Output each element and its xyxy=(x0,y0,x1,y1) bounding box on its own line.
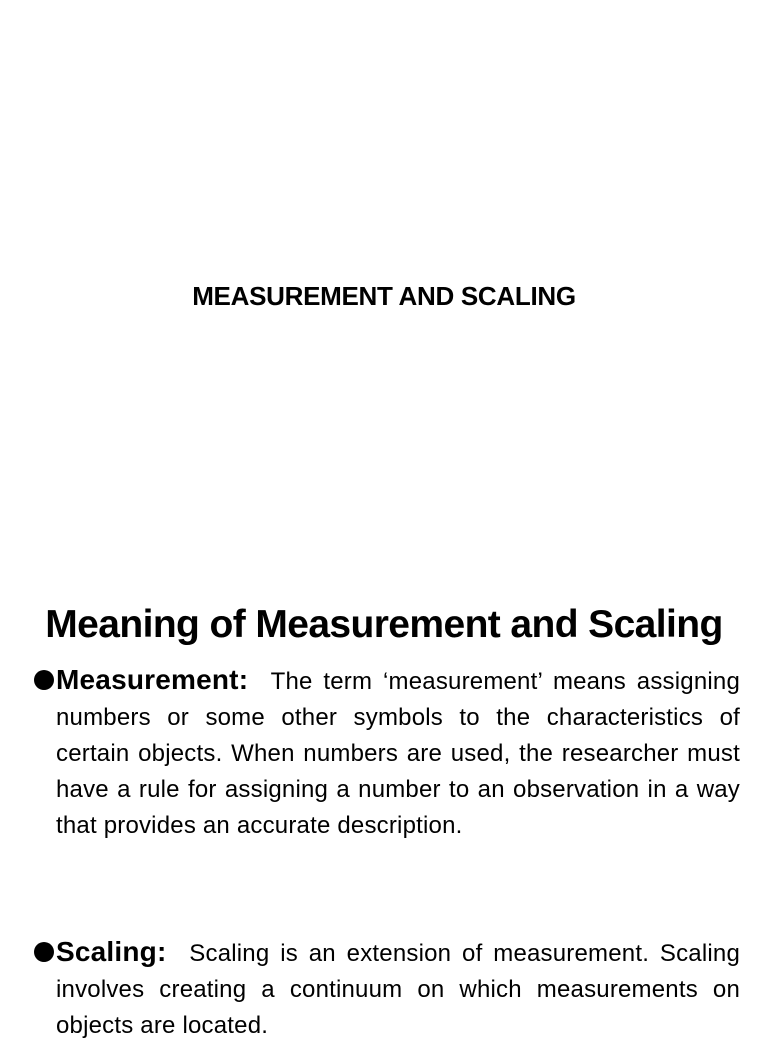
bullet-term: Scaling: xyxy=(56,936,179,967)
bullet-measurement xyxy=(56,662,740,844)
slide-title: MEASUREMENT AND SCALING xyxy=(192,281,576,311)
bullet-term: Measurement: xyxy=(56,664,261,695)
bullet-dot-icon xyxy=(34,670,54,690)
bullet-text: Scaling is an extension of measurement. Scaling involves creating a continuum on which measurements on objects are located. xyxy=(56,940,740,1039)
section-heading: Meaning of Measurement and Scaling xyxy=(45,603,723,646)
bullet-dot-icon xyxy=(34,942,54,962)
bullet-text: The term ‘measurement’ means assigning numbers or some other symbols to the characteristics of certain objects. When numbers are used, the researcher must have a rule for assigning a number to an observation in a way that provides an accurate description. xyxy=(56,668,741,839)
bullet-scaling xyxy=(56,934,740,1044)
